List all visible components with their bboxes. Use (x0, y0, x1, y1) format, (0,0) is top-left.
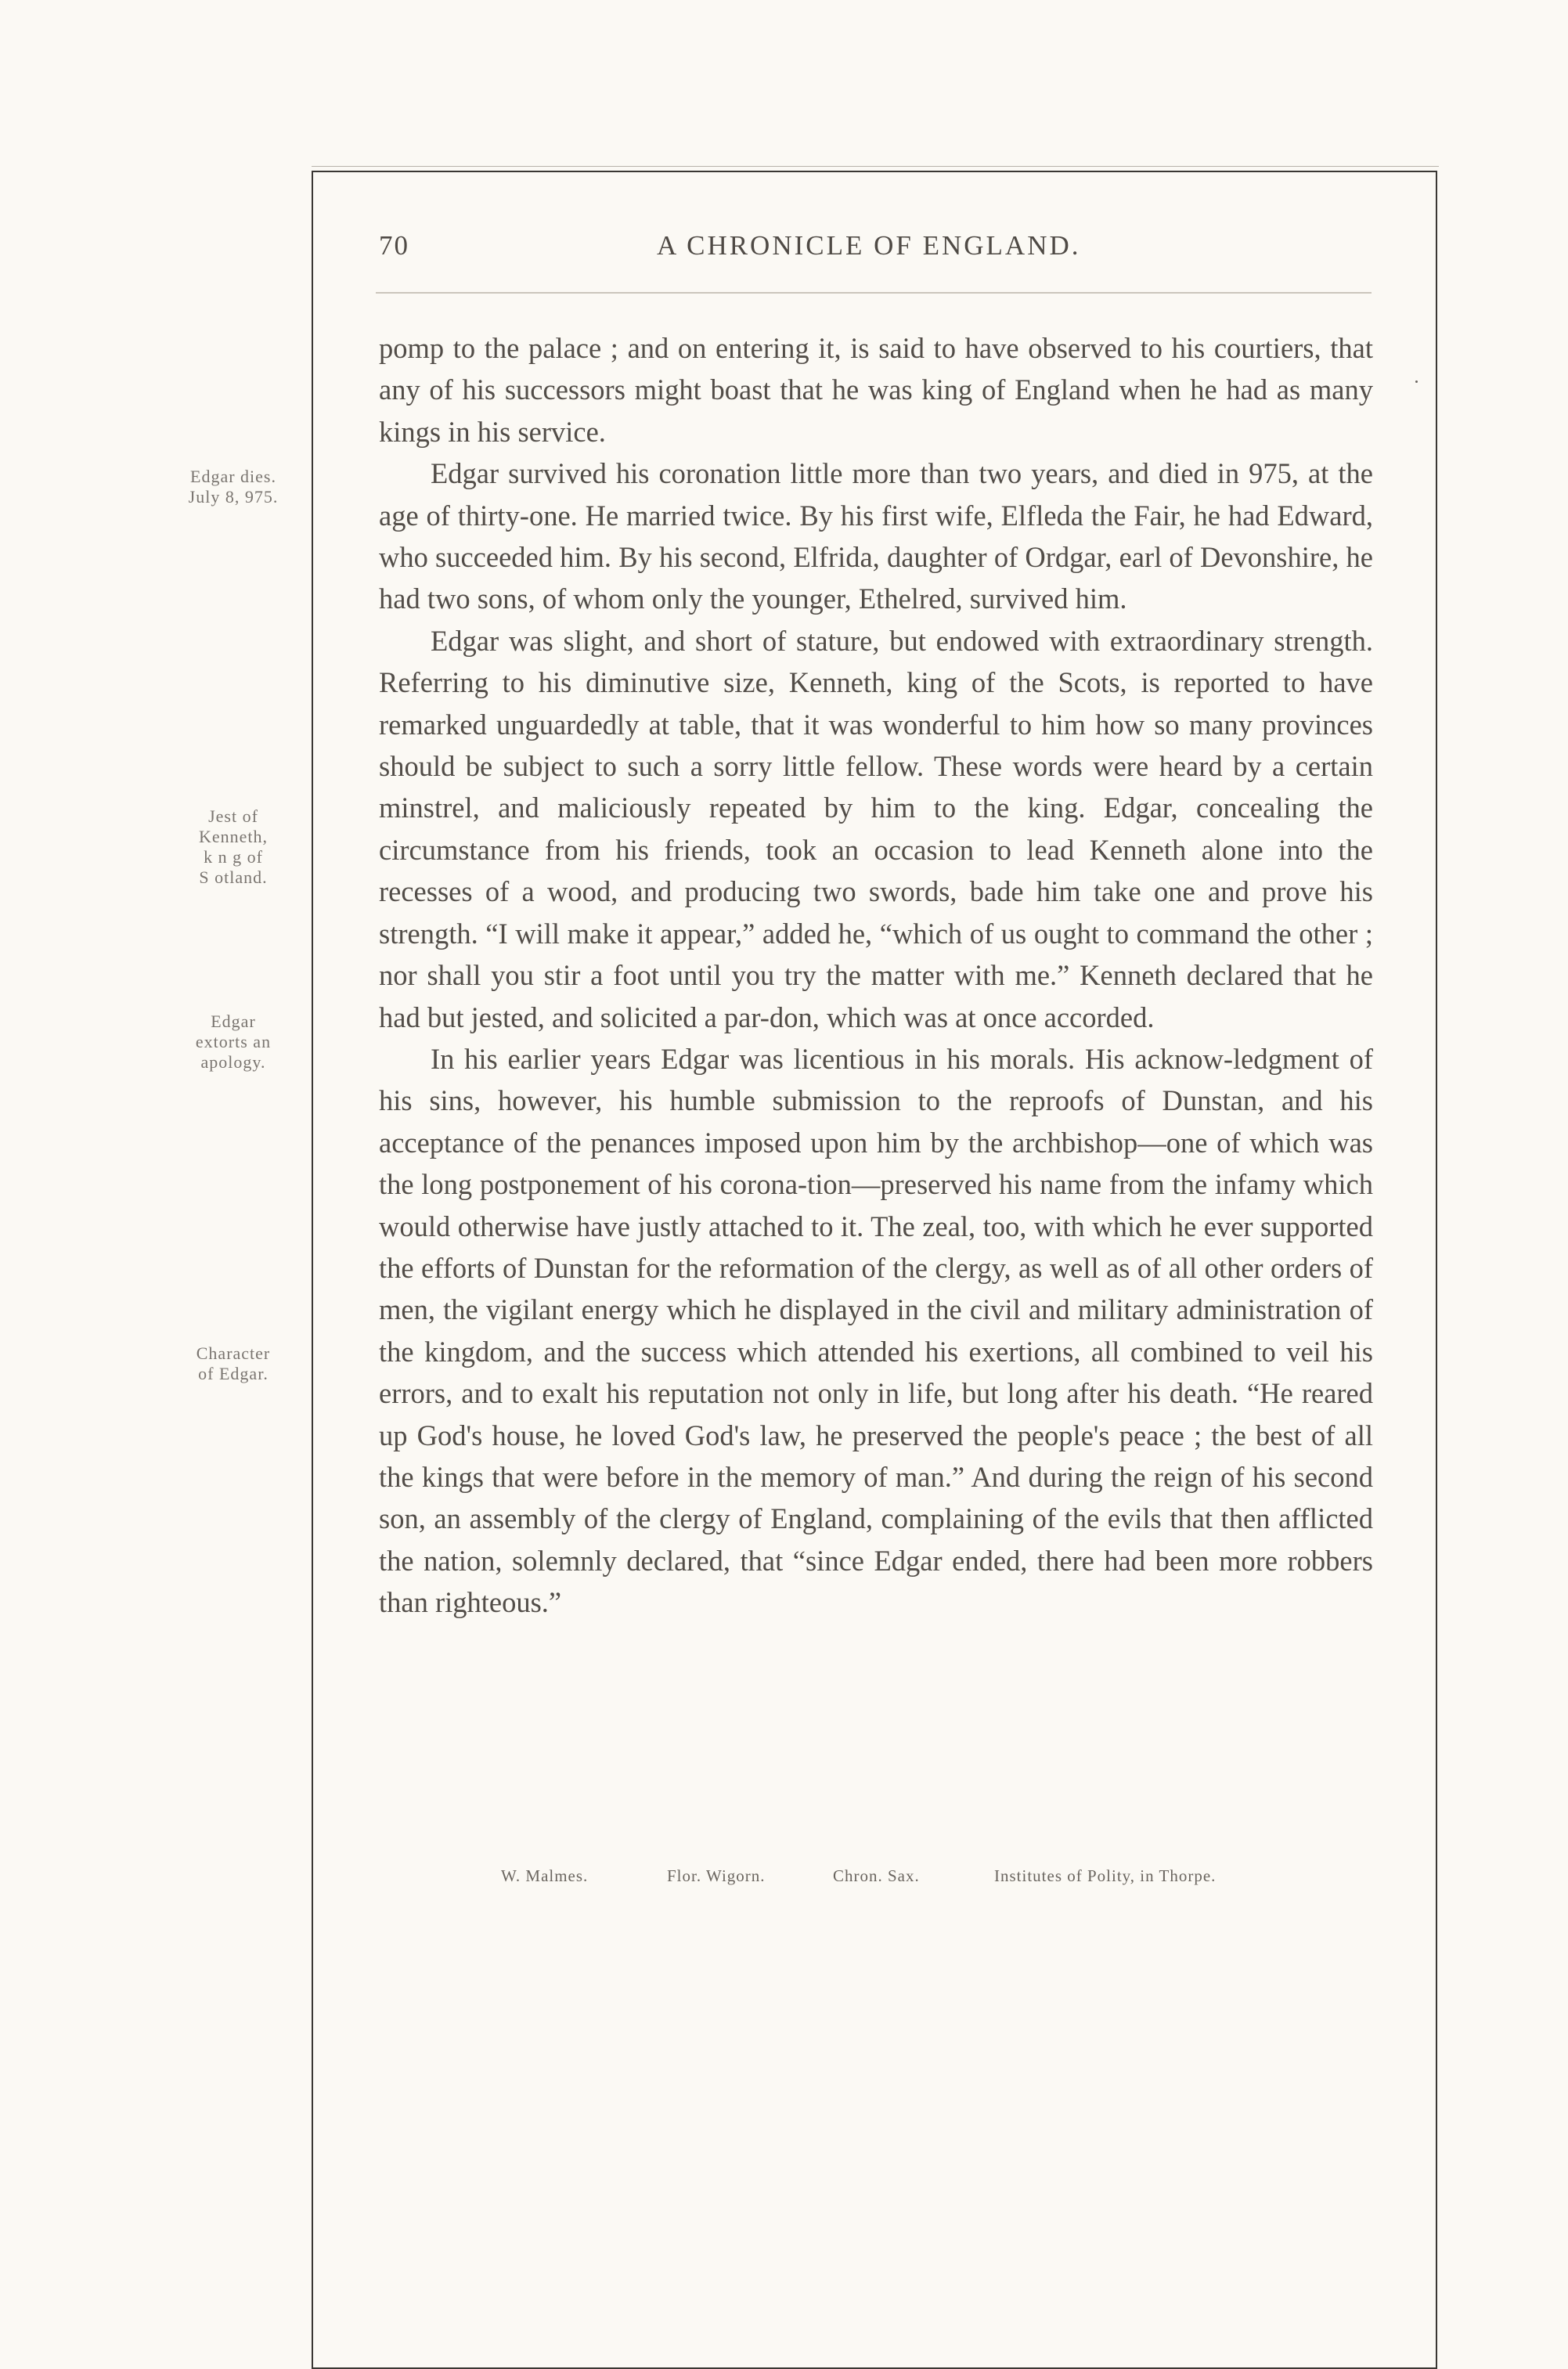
ink-speck (1415, 380, 1418, 383)
reference: Chron. Sax. (833, 1866, 920, 1885)
header-rule (376, 292, 1372, 294)
source-references (501, 1866, 1292, 1890)
paragraph-kenneth-jest: Edgar was slight, and short of stature, but endowed with extraordinary strength. Referring to his diminutive size, Kenneth, king of the Scots, is reported to have remarked unguardedly at table, that it was wonderful to him how so many provinces should be subject to such a sorry little fellow. These words were heard by a certain minstrel, and maliciously repeated by him to the king. Edgar, concealing the circumstance from his friends, took an occasion to lead Kenneth alone into the recesses of a wood, and producing two swords, bade him take one and prove his strength. “I will make it appear,” added he, “which of us ought to command the other ; nor shall you stir a foot until you try the matter with me.” Kenneth declared that he had but jested, and solicited a par-don, which was at once accorded. (379, 624, 1373, 1033)
margin-note-character-of-edgar (166, 1343, 301, 1384)
reference: W. Malmes. (501, 1866, 589, 1885)
paragraph-edgar-character: In his earlier years Edgar was licentious in his morals. His acknow-ledgment of his sins, however, his humble submission to the reproofs of Dunstan, and his acceptance of the penances imposed upon him by the archbishop—one of which was the long postponement of his corona-tion—preserved his name from the infamy which would otherwise have justly attached to it. The zeal, too, with which he ever supported the efforts of Dunstan for the reformation of the clergy, as well as of all other orders of men, the vigilant energy which he displayed in the civil and military administration of the kingdom, and the success which attended his exertions, all combined to veil his errors, and to exalt his reputation not only in life, but long after his death. “He reared up God's house, he loved God's law, he preserved the people's peace ; the best of all the kings that were before in the memory of man.” And during the reign of his second son, an assembly of the clergy of England, complaining of the evils that then afflicted the nation, solemnly declared, that “since Edgar ended, there had been more robbers than righteous.” (379, 1042, 1373, 1619)
margin-note-line: Jest of (208, 806, 258, 826)
body-text (379, 327, 1373, 1624)
margin-note-line: Edgar dies. (190, 467, 276, 486)
running-title: A CHRONICLE OF ENGLAND. (657, 230, 1081, 261)
reference: Flor. Wigorn. (667, 1866, 766, 1885)
reference: Institutes of Polity, in Thorpe. (994, 1866, 1217, 1885)
margin-note-line: July 8, 975. (188, 487, 279, 507)
margin-note-line: of Edgar. (198, 1364, 269, 1383)
page-header (379, 230, 1372, 261)
margin-note-edgar-dies (166, 467, 301, 507)
margin-note-line: Edgar (211, 1011, 256, 1031)
margin-note-line: S otland. (199, 867, 268, 887)
page-number: 70 (379, 230, 409, 261)
margin-note-line: apology. (200, 1052, 266, 1072)
margin-note-jest-of-kenneth (166, 806, 301, 888)
paragraph-continued: pomp to the palace ; and on entering it, is said to have observed to his courtiers, that any of his successors might boast that he was king of England when he had as many kings in his service. (379, 332, 1373, 448)
top-edge-rule (312, 166, 1439, 167)
paragraph-edgar-death: Edgar survived his coronation little more than two years, and died in 975, at the age of thirty-one. He married twice. By his first wife, Elfleda the Fair, he had Edward, who succeeded him. By his second, Elfrida, daughter of Ordgar, earl of Devonshire, he had two sons, of whom only the younger, Ethelred, survived him. (379, 457, 1373, 615)
margin-note-line: Character (196, 1343, 271, 1363)
margin-note-line: Kenneth, (198, 827, 269, 846)
margin-note-line: k n g of (204, 847, 263, 867)
margin-note-edgar-extorts-apology (166, 1011, 301, 1073)
margin-note-line: extorts an (195, 1032, 272, 1051)
